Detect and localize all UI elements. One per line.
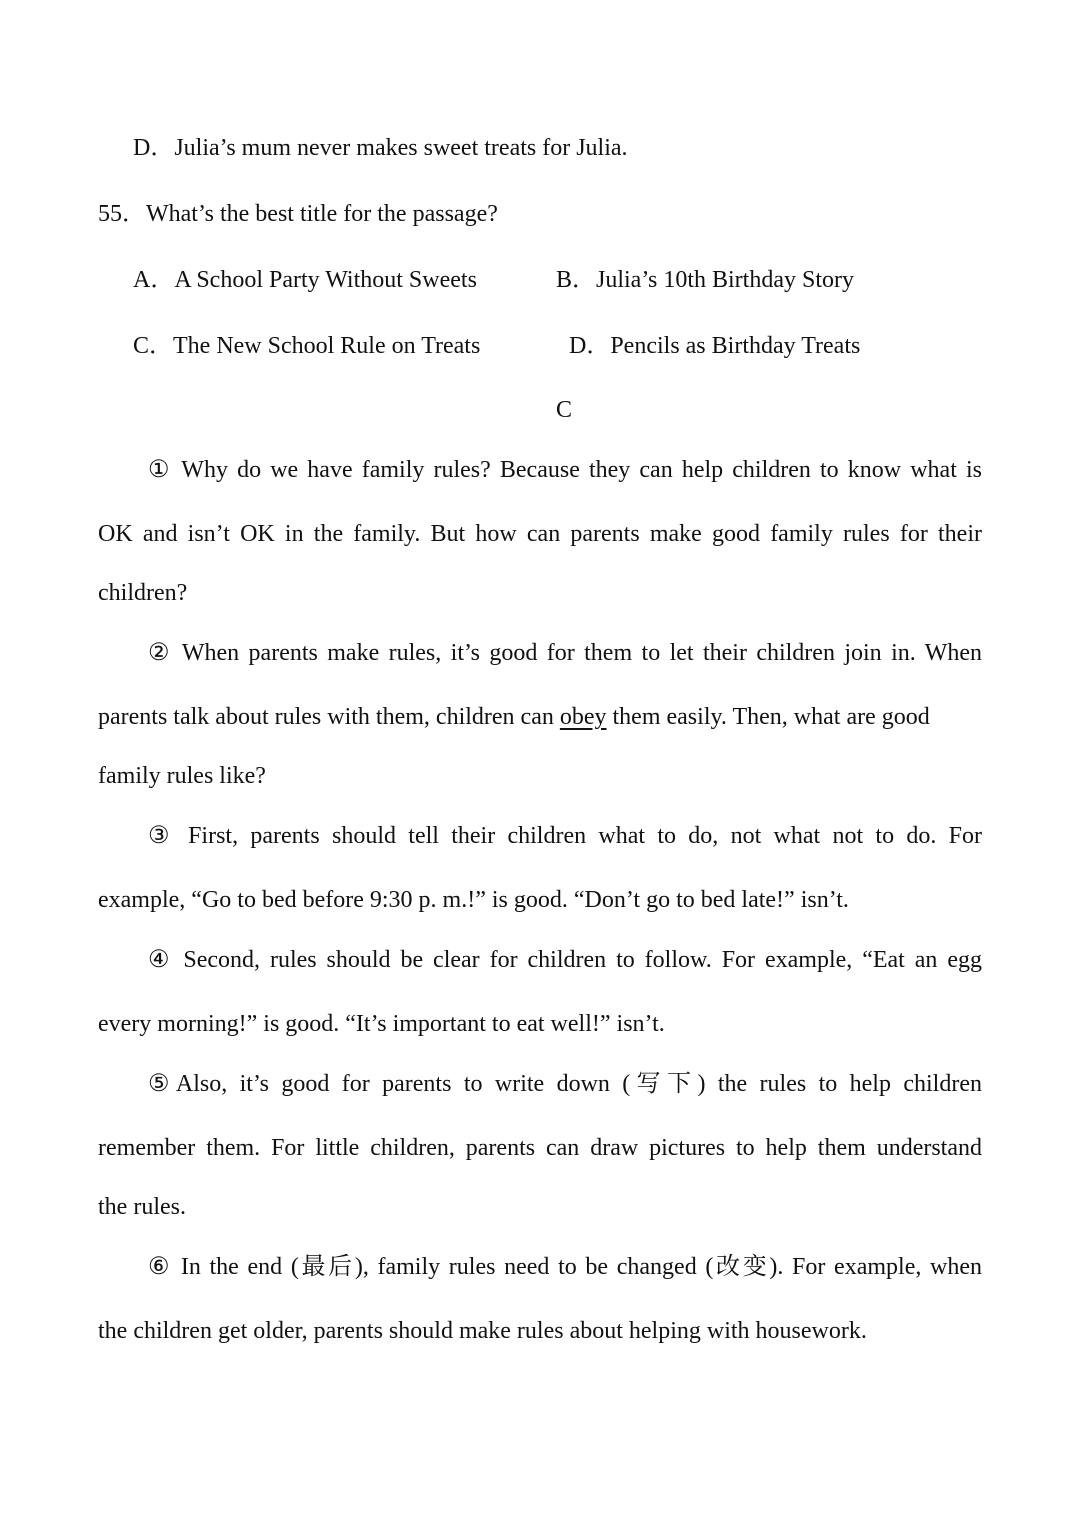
p2-line2-pre: parents talk about rules with them, children can xyxy=(98,704,560,730)
section-c-heading: C xyxy=(556,397,573,423)
p6-line1: ⑥ In the end (最后), family rules need to be changed (改变). For example, when xyxy=(148,1254,982,1280)
p3-line1: ③ First, parents should tell their children what to do, not what not to do. For xyxy=(148,823,982,849)
q55-option-a[interactable]: A．A School Party Without Sweets xyxy=(133,267,477,293)
p2-line2-post: them easily. Then, what are good xyxy=(606,704,930,730)
p5-line2: remember them. For little children, parents can draw pictures to help them understand xyxy=(98,1135,982,1161)
p6-line2: the children get older, parents should make rules about helping with housework. xyxy=(98,1318,867,1344)
p4-line1: ④ Second, rules should be clear for children to follow. For example, “Eat an egg xyxy=(148,947,982,973)
q54-option-d[interactable]: D．Julia’s mum never makes sweet treats for Julia. xyxy=(133,135,628,161)
p1-line2: OK and isn’t OK in the family. But how can parents make good family rules for their xyxy=(98,521,982,547)
q55-option-b[interactable]: B．Julia’s 10th Birthday Story xyxy=(556,267,855,293)
p5-line3: the rules. xyxy=(98,1194,186,1220)
p3-line2: example, “Go to bed before 9:30 p. m.!” is good. “Don’t go to bed late!” isn’t. xyxy=(98,887,849,913)
p2-line2 xyxy=(98,702,982,732)
p4-line2: every morning!” is good. “It’s important to eat well!” isn’t. xyxy=(98,1011,665,1037)
q55-question: 55．What’s the best title for the passage? xyxy=(98,201,498,227)
p1-line1: ① Why do we have family rules? Because they can help children to know what is xyxy=(148,457,982,483)
p2-line3: family rules like? xyxy=(98,763,266,789)
q55-option-c[interactable]: C．The New School Rule on Treats xyxy=(133,333,481,359)
p5-line1: ⑤Also, it’s good for parents to write down (写下) the rules to help children xyxy=(148,1071,982,1097)
p1-line3: children? xyxy=(98,580,188,606)
q55-option-d[interactable]: D．Pencils as Birthday Treats xyxy=(569,333,861,359)
underlined-word-obey: obey xyxy=(559,704,607,730)
p2-line1: ② When parents make rules, it’s good for them to let their children join in. When xyxy=(148,640,982,666)
